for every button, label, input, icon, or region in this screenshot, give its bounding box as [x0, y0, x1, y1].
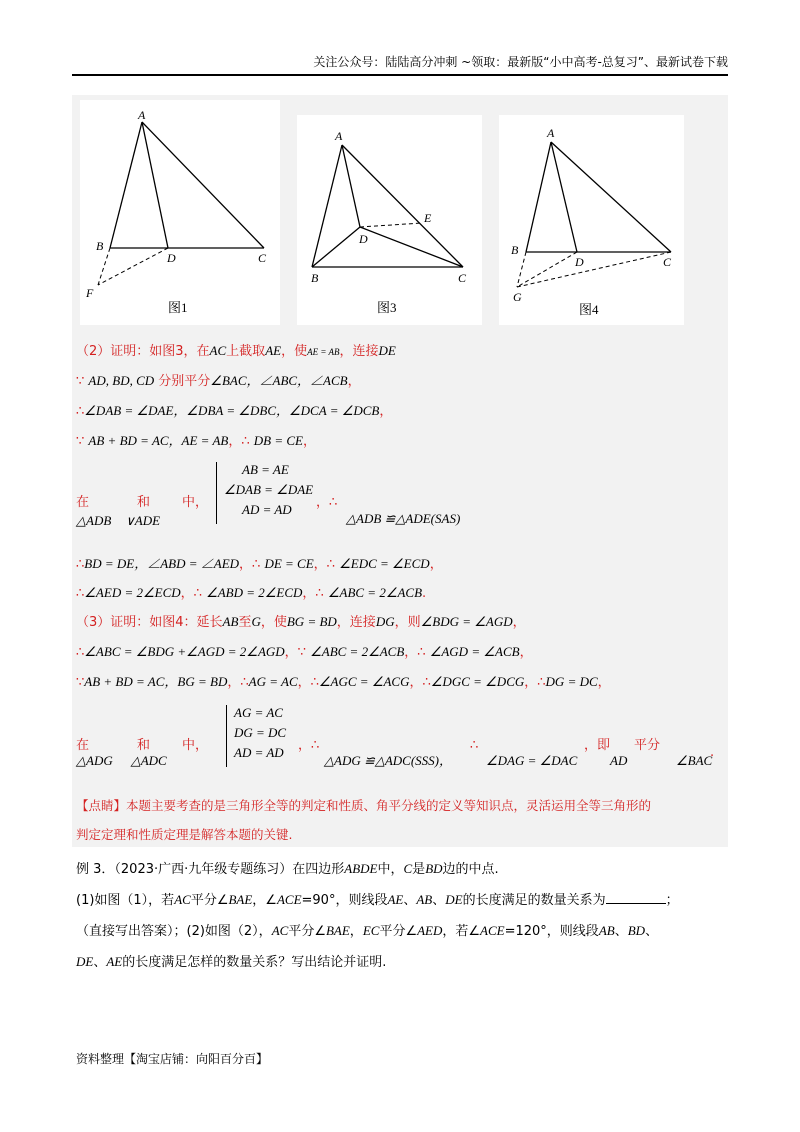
math: ∠AGC = ∠ACG [318, 674, 410, 689]
solution-line-2 [76, 372, 361, 391]
math: AE [265, 343, 282, 358]
text [610, 752, 627, 771]
text: ， [379, 404, 393, 419]
math: AE = AB [307, 347, 340, 357]
text [346, 510, 460, 529]
label-B: B [511, 243, 519, 257]
text: ，∴ [316, 495, 338, 510]
label-D: D [575, 255, 584, 269]
text: ，∠ [252, 893, 277, 908]
note-line-1 [76, 797, 651, 815]
brace [226, 705, 227, 767]
label-A: A [547, 126, 555, 140]
text: ， [519, 645, 533, 660]
solution-line-8 [76, 643, 533, 662]
text: ，连接 [339, 344, 379, 359]
example-line-4 [76, 953, 386, 972]
math: ∠ABD = 2∠ECD [206, 585, 303, 600]
math: AG = AC [248, 674, 298, 689]
solution-line-4 [76, 432, 316, 451]
text: 判定定理和性质定理是解答本题的关键. [76, 827, 293, 842]
label-C: C [458, 271, 467, 285]
solution-line-7 [76, 613, 526, 632]
text: ∴ [470, 738, 479, 753]
text: ，∴ [313, 557, 335, 572]
text: ，∴ [239, 557, 261, 572]
math: ∠EDC = ∠ECD [339, 556, 430, 571]
text: 平分∠ [379, 924, 418, 939]
text: 平分∠ [288, 924, 326, 939]
text: ，∵ [284, 645, 306, 660]
text: ，∴ [524, 675, 546, 690]
text: ，∴ [297, 675, 319, 690]
text: ，使 [281, 344, 308, 359]
math: △ADC [130, 753, 167, 768]
text: 分别平分 [158, 374, 211, 389]
equation: AD = AD [242, 502, 292, 517]
text: （3）证明：如图4：延长 [76, 615, 223, 630]
example-line-3 [76, 922, 658, 941]
text: ，∴ [302, 586, 324, 601]
text: 、 [432, 893, 446, 908]
math: △ADB [76, 513, 112, 528]
figure-1 [80, 100, 280, 325]
math: ∠ABC = ∠BDG +∠AGD = 2∠AGD [84, 644, 285, 659]
text: 的长度满足的数量关系为 [462, 893, 606, 908]
label-B: B [96, 239, 104, 253]
math: AC [174, 892, 191, 907]
figure-1-diagram [80, 100, 280, 325]
math: AD, BD, CD [88, 373, 155, 388]
text [676, 752, 712, 771]
label-D: D [359, 232, 368, 246]
equation: AB = AE [242, 462, 289, 477]
math: ∨ADE [125, 513, 161, 528]
text: ， [512, 615, 526, 630]
math: BG = BD [286, 614, 337, 629]
text: =90°，则线段 [301, 893, 388, 908]
text: ，∴ [227, 675, 249, 690]
page-header [72, 52, 728, 76]
math: EC [362, 923, 380, 938]
text: 至 [238, 615, 252, 630]
solution-line-3 [76, 402, 392, 421]
math: AB [416, 892, 433, 907]
math: ∠DGC = ∠DCG [430, 674, 525, 689]
figure-caption: 图3 [377, 300, 397, 315]
math: BAE [325, 923, 350, 938]
text: 在 [76, 738, 90, 753]
math: △ADG [76, 753, 113, 768]
math: AC [209, 343, 227, 358]
label-A: A [138, 108, 146, 122]
label-E: E [424, 211, 432, 225]
math: ∠AED = 2∠ECD [84, 585, 181, 600]
text [76, 752, 167, 771]
figure-4-diagram [499, 115, 684, 325]
text: 、 [645, 924, 659, 939]
math: △ADG ≌△ADC(SSS)， [324, 753, 453, 768]
text: ，则 [394, 615, 421, 630]
text [710, 744, 714, 762]
text: ， [597, 675, 611, 690]
math: AED [417, 923, 443, 938]
math: AE [106, 954, 123, 969]
text [324, 752, 452, 771]
text: 上截取 [226, 344, 266, 359]
text: ∵ [76, 675, 85, 690]
figure-3 [297, 115, 482, 325]
text: 和 [137, 495, 151, 510]
text [76, 512, 160, 531]
text: ，连接 [336, 615, 376, 630]
math: △ADB ≌△ADE(SAS) [346, 511, 461, 526]
math: DE [378, 343, 396, 358]
footer-text: 资料整理【淘宝店铺：向阳百分百】 [76, 1052, 269, 1066]
math: AB [598, 923, 615, 938]
answer-blank[interactable] [606, 891, 666, 904]
math: DG [375, 614, 395, 629]
text: ∵ [76, 434, 85, 449]
note-line-2 [76, 826, 292, 844]
text [486, 752, 577, 771]
figure-4 [499, 115, 684, 325]
text: ，使 [260, 615, 287, 630]
math: ∠ABC = 2∠ACB [327, 585, 423, 600]
math: AC [271, 923, 289, 938]
label-A: A [335, 129, 343, 143]
text: 在 [76, 495, 90, 510]
header-text: 关注公众号：陆陆高分冲刺 ~领取：最新版“小中高考-总复习”、最新试卷下载 [313, 55, 728, 69]
text [634, 737, 660, 755]
text: ，∴ [298, 738, 320, 753]
math: AB [222, 614, 239, 629]
math: DE [445, 892, 463, 907]
label-C: C [258, 251, 267, 265]
math: AB + BD = AC，AE = AB [88, 433, 229, 448]
figure-3-diagram [297, 115, 482, 325]
math: ∠DAG = ∠DAC [486, 753, 578, 768]
text: 是 [412, 862, 426, 877]
math: BD = DE，∠ABD = ∠AED [84, 556, 240, 571]
solution-line-5 [76, 555, 443, 574]
text: ，即 [584, 738, 611, 753]
solution-line-6 [76, 584, 426, 603]
math: AE [387, 892, 404, 907]
math: ∠BAC，∠ABC，∠ACB [210, 373, 348, 388]
text: ∴ [76, 404, 85, 419]
text: . [710, 745, 715, 760]
equation: AG = AC [234, 705, 283, 720]
label-B: B [311, 271, 319, 285]
text: ，若∠ [442, 924, 481, 939]
math: DE [76, 954, 94, 969]
equation-system [224, 460, 313, 520]
text: 中， [182, 495, 209, 510]
math: DG = DC [545, 674, 598, 689]
text: ，∴ [228, 434, 250, 449]
math: BD [425, 861, 443, 876]
figure-caption: 图1 [168, 300, 188, 315]
text: 、 [93, 955, 107, 970]
text: 平分 [634, 738, 661, 753]
math: ACE [480, 923, 505, 938]
math: DE = CE [264, 556, 314, 571]
text: ， [349, 924, 363, 939]
text: 和 [137, 738, 151, 753]
text: 的长度满足怎样的数量关系？写出结论并证明. [122, 955, 387, 970]
text: 、 [614, 924, 628, 939]
label-C: C [663, 255, 672, 269]
math: ∠BDG = ∠AGD [420, 614, 513, 629]
page-footer [76, 1050, 268, 1067]
math: ∠BAC [676, 753, 713, 768]
brace [216, 462, 217, 524]
math: BAE [228, 892, 253, 907]
text: =120°，则线段 [504, 924, 599, 939]
text: 中， [377, 862, 404, 877]
text: ， [347, 374, 361, 389]
text: 、 [403, 893, 417, 908]
text: 平分∠ [190, 893, 229, 908]
text: ，∴ [404, 645, 426, 660]
equation-system [234, 703, 286, 763]
text [298, 737, 319, 755]
text: (1)如图（1），若 [76, 893, 175, 908]
text [316, 494, 337, 512]
text: 例 3．（2023·广西·九年级专题练习）在四边形 [76, 862, 345, 877]
text [584, 737, 610, 755]
label-D: D [167, 251, 176, 265]
math: C [403, 861, 413, 876]
text: ； [665, 893, 679, 908]
math: AD [610, 753, 628, 768]
math: ∠AGD = ∠ACB [429, 644, 520, 659]
text: 中， [182, 738, 209, 753]
math: AB + BD = AC，BG = BD [84, 674, 228, 689]
math: BD [627, 923, 646, 938]
label-G: G [513, 290, 522, 304]
example-line-1 [76, 860, 499, 879]
text: ， [429, 557, 443, 572]
text: （直接写出答案）；(2)如图（2）， [76, 924, 272, 939]
solution-line-9 [76, 673, 611, 692]
text: （2）证明：如图3，在 [76, 344, 210, 359]
text: ，∴ [409, 675, 431, 690]
text: ∵ [76, 374, 85, 389]
equation: ∠DAB = ∠DAE [224, 482, 314, 497]
text: ，∴ [180, 586, 202, 601]
equation: DG = DC [234, 725, 287, 740]
text [470, 737, 478, 755]
solution-line-1 [76, 342, 396, 361]
label-F: F [86, 286, 94, 300]
text: . [422, 586, 427, 601]
math: ∠DAB = ∠DAE，∠DBA = ∠DBC，∠DCA = ∠DCB [84, 403, 380, 418]
text: ∴ [76, 557, 85, 572]
text: 【点睛】本题主要考查的是三角形全等的判定和性质、角平分线的定义等知识点，灵活运用全等三角形的 [76, 798, 652, 813]
equation: AD = AD [234, 745, 284, 760]
text [76, 494, 208, 512]
text: ∴ [76, 586, 85, 601]
text: ， [303, 434, 317, 449]
example-line-2 [76, 891, 679, 910]
math: ACE [276, 892, 302, 907]
math: ABDE [344, 861, 378, 876]
text: ∴ [76, 645, 85, 660]
figure-caption: 图4 [579, 302, 599, 317]
math: DB = CE [253, 433, 303, 448]
text: 边的中点. [442, 862, 499, 877]
math: ∠ABC = 2∠ACB [310, 644, 405, 659]
math: G [251, 614, 261, 629]
